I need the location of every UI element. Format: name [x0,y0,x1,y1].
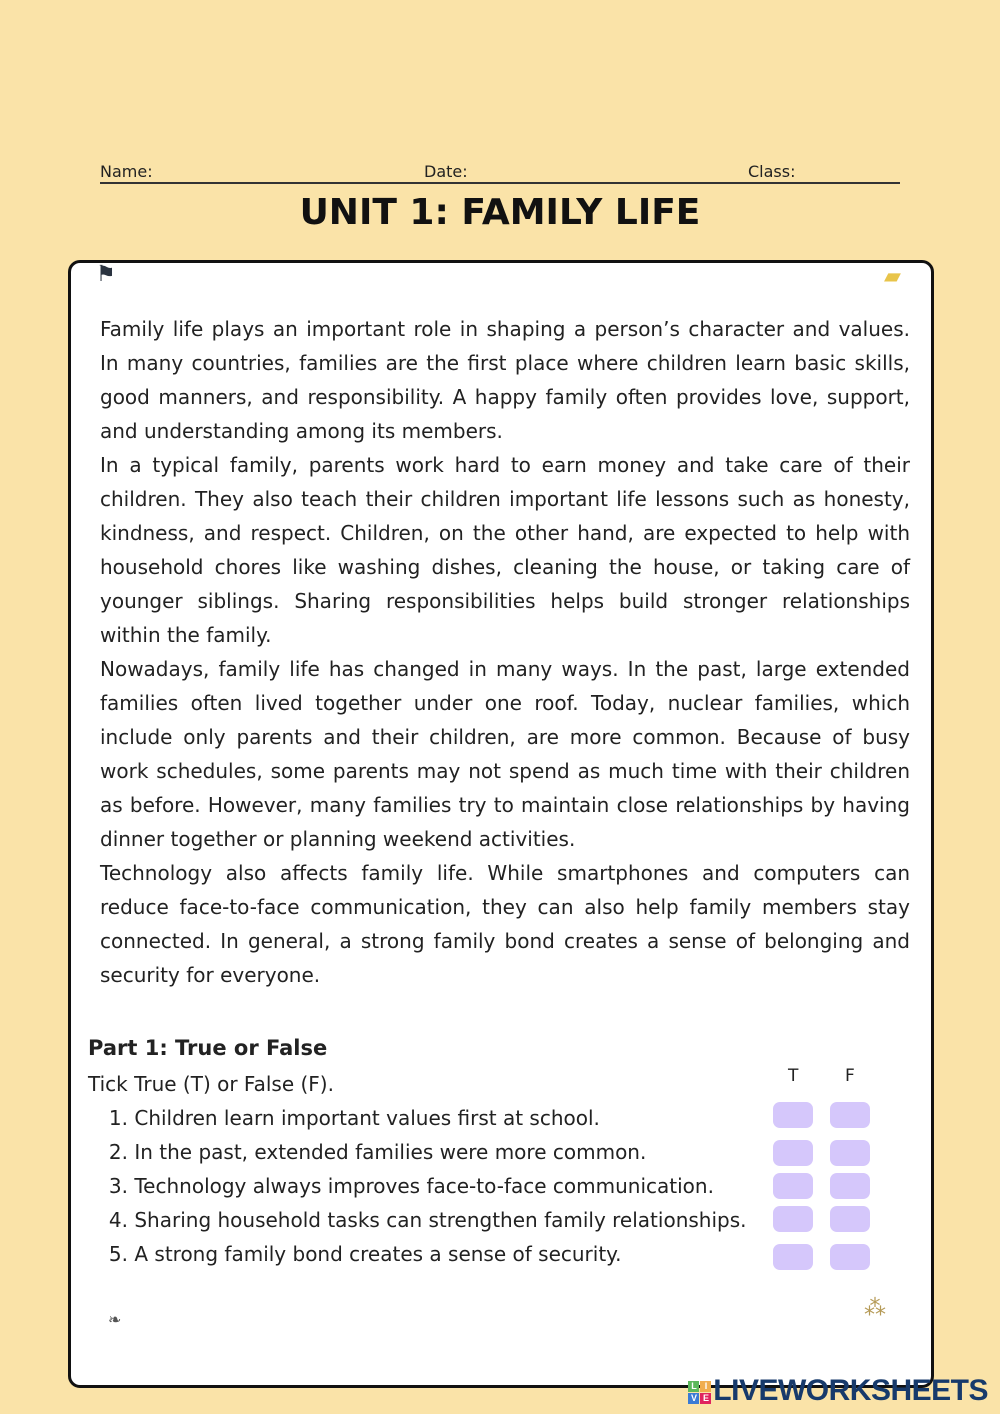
question-item [100,1174,714,1198]
answer-false-1[interactable] [830,1102,870,1128]
answer-true-5[interactable] [773,1244,813,1270]
tower-icon: ⚑ [96,262,116,287]
class-label: Class: [748,162,796,181]
page-title: UNIT 1: FAMILY LIFE [299,192,701,233]
question-item [100,1242,622,1266]
question-item [100,1106,600,1130]
question-text: Sharing household tasks can strengthen family relationships. [134,1208,747,1232]
logo-letter: V [688,1393,699,1404]
question-text: A strong family bond creates a sense of security. [134,1242,622,1266]
answer-false-5[interactable] [830,1244,870,1270]
true-column-header: T [788,1066,799,1086]
question-number: 4. [108,1208,128,1232]
answer-false-3[interactable] [830,1173,870,1199]
part1-title: Part 1: True or False [88,1036,328,1060]
liveworksheets-logo [688,1374,988,1408]
question-number: 5. [108,1242,128,1266]
date-label: Date: [424,162,468,181]
name-label: Name: [100,162,153,181]
paragraph: Technology also affects family life. While smartphones and computers can reduce face-to-face communication, they can also help family members stay connected. In general, a strong family bond creates a sense of belonging and security for everyone. [100,861,910,987]
logo-letter: E [700,1393,711,1404]
question-item [100,1208,747,1232]
question-number: 1. [108,1106,128,1130]
question-text: In the past, extended families were more common. [134,1140,647,1164]
logo-letter: L [688,1381,699,1392]
answer-true-3[interactable] [773,1173,813,1199]
answer-false-4[interactable] [830,1206,870,1232]
reading-passage [100,312,910,992]
question-number: 2. [108,1140,128,1164]
paragraph: Family life plays an important role in shaping a person’s character and values. In many countries, families are the first place where children learn basic skills, good manners, and responsibility. A happy family often provides love, support, and understanding among its members. [100,317,910,443]
answer-true-1[interactable] [773,1102,813,1128]
answer-true-2[interactable] [773,1140,813,1166]
logo-text: LIVEWORKSHEETS [713,1374,988,1407]
gold-bar-icon: ▰ [884,264,901,289]
false-column-header: F [845,1066,855,1086]
paragraph: Nowadays, family life has changed in many ways. In the past, large extended families often lived together under one roof. Today, nuclear families, which include only parents and their children, are more common. Because of busy work schedules, some parents may not spend as much time with their children as before. However, many families try to maintain close relationships by having dinner together or planning weekend activities. [100,657,910,851]
answer-false-2[interactable] [830,1140,870,1166]
question-item [100,1140,646,1164]
student-info-line [100,160,900,184]
logo-letter: I [700,1381,711,1392]
question-number: 3. [108,1174,128,1198]
leaf-icon: ❧ [108,1310,122,1329]
paragraph: In a typical family, parents work hard to earn money and take care of their children. They also teach their children important life lessons such as honesty, kindness, and respect. Children, on the other hand, are expected to help with household chores like washing dishes, cleaning the house, or taking care of younger siblings. Sharing responsibilities helps build stronger relationships within the family. [100,453,910,647]
answer-true-4[interactable] [773,1206,813,1232]
logo-mark [688,1381,711,1404]
question-text: Technology always improves face-to-face communication. [134,1174,714,1198]
wheat-icon: ⁂ [864,1296,886,1321]
question-text: Children learn important values first at school. [134,1106,600,1130]
part1-instruction: Tick True (T) or False (F). [88,1072,334,1096]
